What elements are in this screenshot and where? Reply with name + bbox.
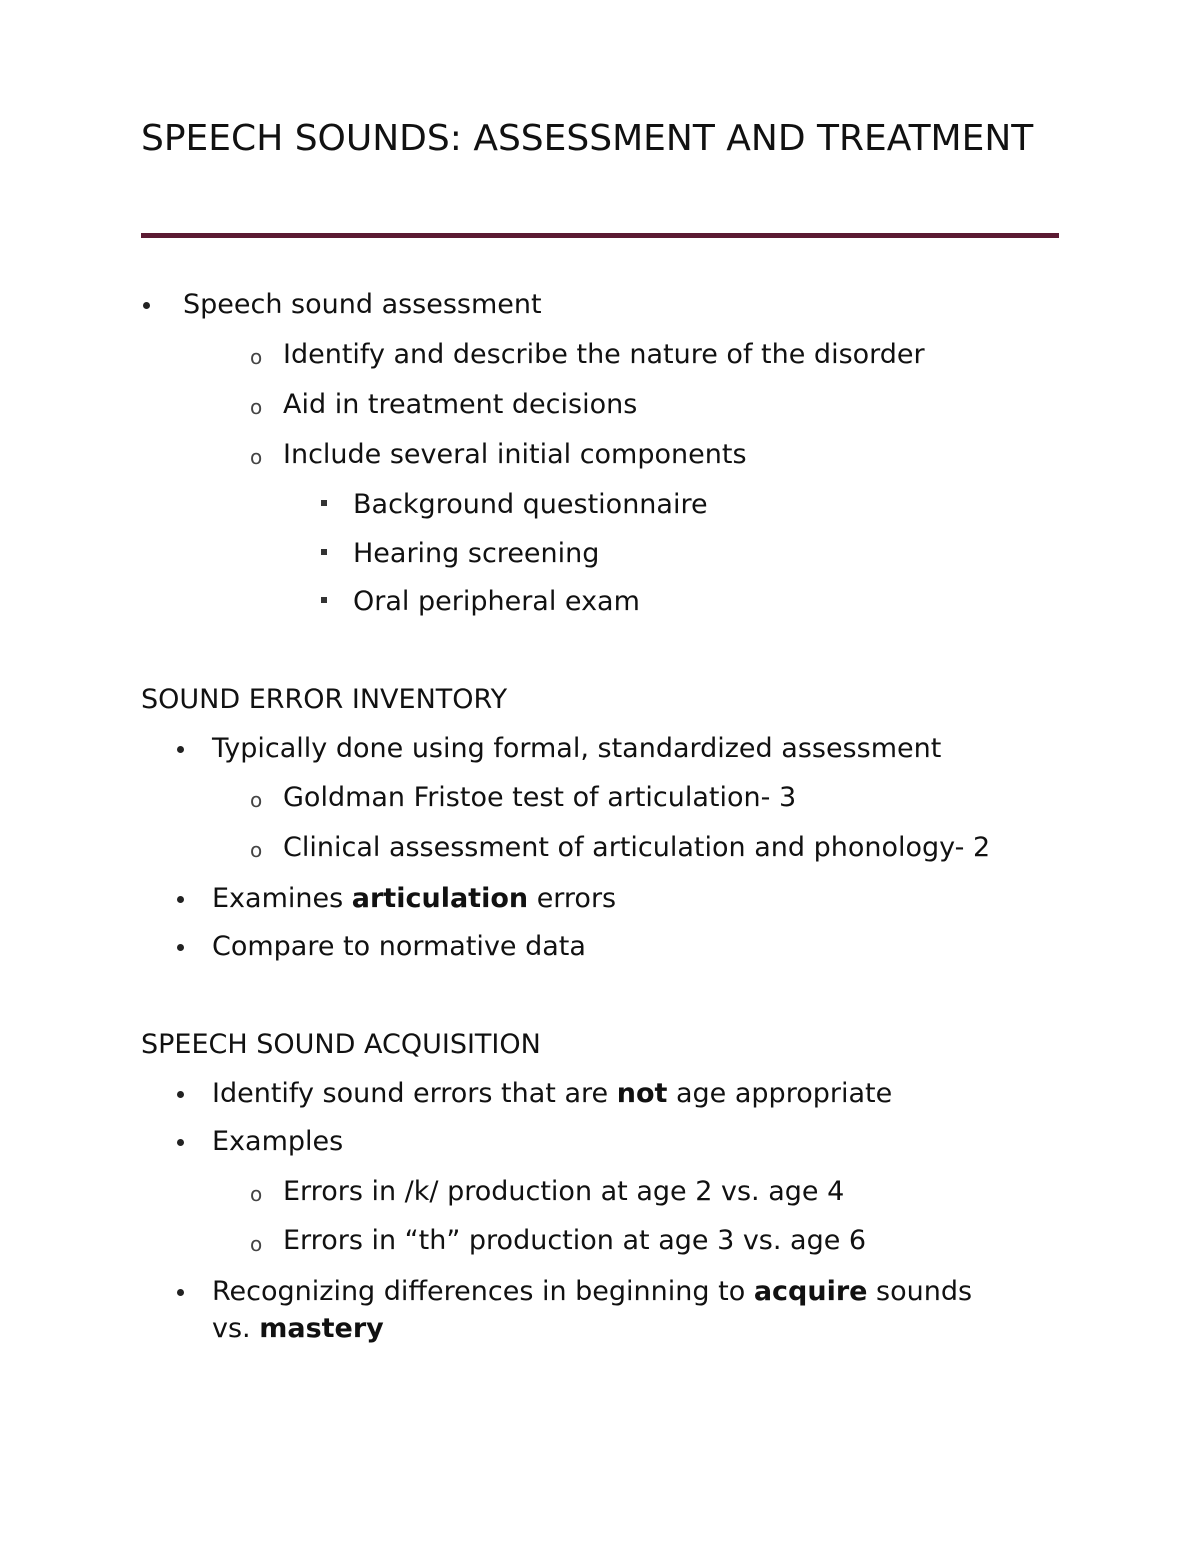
sub-bullet-circle-icon: o xyxy=(250,838,263,862)
document-title: SPEECH SOUNDS: ASSESSMENT AND TREATMENT xyxy=(141,118,1034,159)
section-heading-speech-sound-acquisition: SPEECH SOUND ACQUISITION xyxy=(141,1029,541,1060)
bullet-dot-icon xyxy=(177,896,184,903)
list-item-continuation xyxy=(212,1311,384,1347)
text-fragment: errors xyxy=(528,883,617,914)
sub-item: Identify and describe the nature of the disorder xyxy=(283,339,925,370)
list-item: Compare to normative data xyxy=(212,931,586,962)
sub-item: Clinical assessment of articulation and phonology- 2 xyxy=(283,832,991,863)
sub-item: Errors in /k/ production at age 2 vs. age 4 xyxy=(283,1176,845,1207)
section-heading-sound-error-inventory: SOUND ERROR INVENTORY xyxy=(141,684,508,715)
list-item-recognizing-differences xyxy=(212,1274,972,1310)
list-item-identify-sound-errors xyxy=(212,1076,892,1112)
sub-item: Aid in treatment decisions xyxy=(283,389,638,420)
square-bullet-icon xyxy=(321,549,327,555)
bullet-dot-icon xyxy=(177,1091,184,1098)
list-item: Examples xyxy=(212,1126,344,1157)
bold-term-acquire: acquire xyxy=(753,1276,868,1307)
sub-bullet-circle-icon: o xyxy=(250,395,263,419)
title-underline xyxy=(141,233,1059,238)
bullet-dot-icon xyxy=(177,746,184,753)
bold-term-articulation: articulation xyxy=(351,883,529,914)
square-bullet-icon xyxy=(321,500,327,506)
text-fragment: vs. xyxy=(212,1313,260,1344)
text-fragment: age appropriate xyxy=(667,1078,893,1109)
square-bullet-icon xyxy=(321,597,327,603)
sub-sub-item: Hearing screening xyxy=(353,538,600,569)
sub-bullet-circle-icon: o xyxy=(250,788,263,812)
bullet-dot-icon xyxy=(177,1289,184,1296)
sub-bullet-circle-icon: o xyxy=(250,1232,263,1256)
sub-bullet-circle-icon: o xyxy=(250,1182,263,1206)
sub-sub-item: Background questionnaire xyxy=(353,489,708,520)
bullet-dot-icon xyxy=(177,1139,184,1146)
sub-item: Errors in “th” production at age 3 vs. age 6 xyxy=(283,1225,867,1256)
sub-item: Include several initial components xyxy=(283,439,747,470)
bullet-dot-icon xyxy=(177,944,184,951)
text-fragment: Recognizing differences in beginning to xyxy=(212,1276,754,1307)
bold-term-mastery: mastery xyxy=(259,1313,384,1344)
text-fragment: Examines xyxy=(212,883,352,914)
sub-bullet-circle-icon: o xyxy=(250,345,263,369)
bold-term-not: not xyxy=(616,1078,668,1109)
list-item: Typically done using formal, standardized assessment xyxy=(212,733,942,764)
sub-item: Goldman Fristoe test of articulation- 3 xyxy=(283,782,797,813)
list-item-speech-sound-assessment: Speech sound assessment xyxy=(183,289,542,320)
sub-bullet-circle-icon: o xyxy=(250,445,263,469)
text-fragment: sounds xyxy=(867,1276,973,1307)
bullet-dot-icon xyxy=(143,302,150,309)
list-item-examines-articulation xyxy=(212,881,616,917)
text-fragment: Identify sound errors that are xyxy=(212,1078,617,1109)
sub-sub-item: Oral peripheral exam xyxy=(353,586,640,617)
